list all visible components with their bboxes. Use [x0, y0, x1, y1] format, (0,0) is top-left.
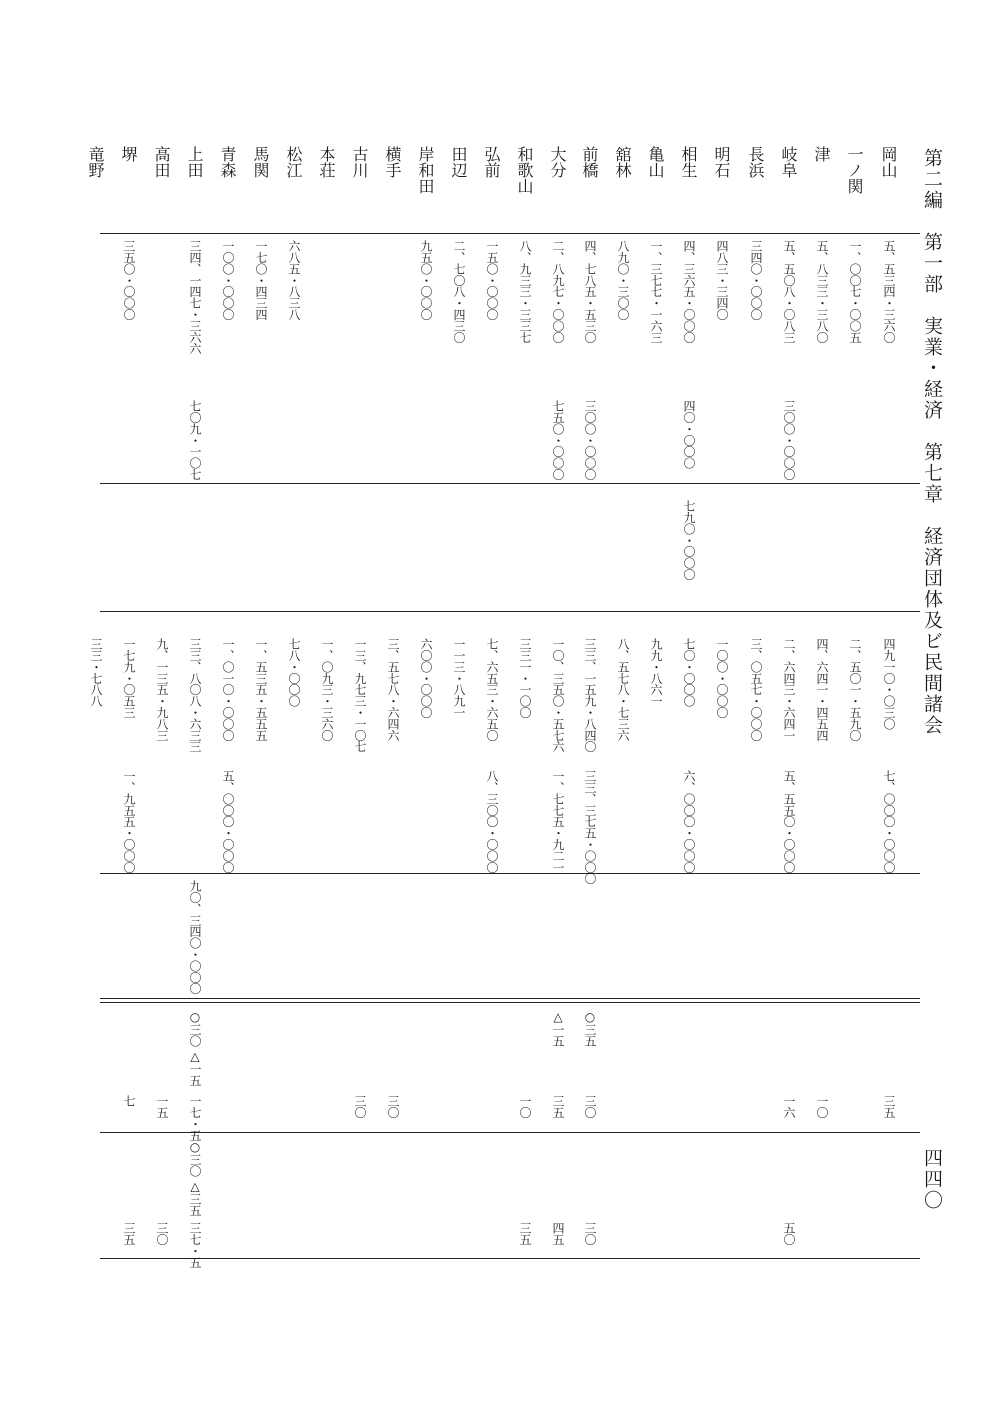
- row-c2-value: 七五〇・〇〇〇: [551, 400, 565, 480]
- row-c4-value: 一、五三五・五五五: [254, 638, 268, 741]
- divider-8: [100, 1258, 920, 1259]
- divider-2: [100, 483, 920, 484]
- row-c1-value: 二、八九七・〇〇〇: [551, 240, 565, 343]
- row-c1-value: 三五〇・〇〇〇: [122, 240, 136, 320]
- row-c1-value: 四八三・三四〇: [715, 240, 729, 320]
- row-c1-value: 九五〇・〇〇〇: [419, 240, 433, 320]
- row-c4-value: 二、六四三・六四一: [782, 638, 796, 741]
- row-c4-value: 三三一・一〇〇: [518, 638, 532, 718]
- row-r2-value: 三五: [882, 1095, 896, 1118]
- row-c5-value: 三三、三七五・〇〇〇: [583, 770, 597, 885]
- row-c1-value: 三四〇・〇〇〇: [749, 240, 763, 320]
- row-c1-value: 一五〇・〇〇〇: [485, 240, 499, 320]
- row-c1-value: 三四、一四七・三六六: [188, 240, 202, 355]
- divider-6: [100, 1002, 920, 1003]
- row-c2-value: 四〇・〇〇〇: [682, 400, 696, 469]
- row-r3-value: ○三〇 △三五: [188, 1140, 202, 1216]
- divider-5: [100, 998, 920, 999]
- row-name: 堺: [119, 146, 138, 162]
- row-r2-value: 一七・五: [188, 1095, 202, 1141]
- row-r4-value: 三五: [518, 1222, 532, 1245]
- row-c1-value: 五、五三四・三六〇: [882, 240, 896, 343]
- row-name: 前橋: [580, 146, 599, 178]
- row-r2-value: 三五: [551, 1095, 565, 1118]
- row-r4-value: 四五: [551, 1222, 565, 1245]
- row-c1-value: 六八五・八三八: [287, 240, 301, 320]
- row-name: 馬関: [251, 146, 270, 178]
- row-c5-value: 七、〇〇〇・〇〇〇: [882, 770, 896, 873]
- row-c4-value: 七八・〇〇〇: [287, 638, 301, 707]
- row-name: 上田: [185, 146, 204, 178]
- row-c1-value: 四、七八五・五三〇: [583, 240, 597, 343]
- row-c4-value: 三三、八〇八・六三三: [188, 638, 202, 753]
- divider-3: [100, 611, 920, 612]
- page-number: 四四〇: [921, 1148, 943, 1211]
- row-name: 弘前: [482, 146, 501, 178]
- row-c4-value: 四、六四一・四五四: [815, 638, 829, 741]
- row-name: 高田: [152, 146, 171, 178]
- row-c1-value: 一、三七七・一六三: [649, 240, 663, 343]
- row-c4-value: 三三、一五九・八四〇: [583, 638, 597, 753]
- row-c4-value: 一、〇一〇・〇〇〇: [221, 638, 235, 741]
- row-name: 古川: [350, 146, 369, 178]
- row-r1-value: △一五: [551, 1010, 565, 1047]
- running-header: 第二編 第一部 実業・経済 第七章 経済団体及ビ民間諸会: [921, 148, 943, 736]
- row-c4-value: 三、五七八・六四六: [386, 638, 400, 741]
- row-c4-value: 九九・八六一: [649, 638, 663, 707]
- row-c2-value: 三〇〇・〇〇〇: [583, 400, 597, 480]
- row-r2-value: 七: [122, 1095, 136, 1107]
- row-c5-value: 一、九五五・〇〇〇: [122, 770, 136, 873]
- row-c4-value: 一三、九七三・一〇七: [353, 638, 367, 753]
- row-c5-value: 五、〇〇〇・〇〇〇: [221, 770, 235, 873]
- row-c5-value: 六、〇〇〇・〇〇〇: [682, 770, 696, 873]
- row-c2-value: 七〇九・一〇七: [188, 400, 202, 480]
- row-name: 青森: [218, 146, 237, 178]
- row-r2-value: 一〇: [815, 1095, 829, 1118]
- row-name: 本荘: [317, 146, 336, 178]
- row-r2-value: 一五: [155, 1095, 169, 1118]
- row-name: 岐阜: [779, 146, 798, 178]
- row-name: 松江: [284, 146, 303, 178]
- row-name: 亀山: [646, 146, 665, 178]
- row-c4-value: 六〇〇・〇〇〇: [419, 638, 433, 718]
- row-r2-value: 一六: [782, 1095, 796, 1118]
- row-r4-value: 五〇: [782, 1222, 796, 1245]
- row-c4-value: 一一三・八九一: [452, 638, 466, 718]
- row-name: 竜野: [86, 146, 105, 178]
- row-r4-value: 三〇: [155, 1222, 169, 1245]
- row-c4-value: 一、〇九三・三六〇: [320, 638, 334, 741]
- row-name: 長浜: [746, 146, 765, 178]
- row-c4-value: 一〇、三五〇・五七六: [551, 638, 565, 753]
- row-c4-value: 二、五〇一・五九〇: [848, 638, 862, 741]
- row-r2-value: 三〇: [386, 1095, 400, 1118]
- row-name: 明石: [712, 146, 731, 178]
- row-c5-value: 五、五五〇・〇〇〇: [782, 770, 796, 873]
- row-c5-value: 八、三〇〇・〇〇〇: [485, 770, 499, 873]
- row-c1-value: 一〇〇・〇〇〇: [221, 240, 235, 320]
- row-name: 岡山: [879, 146, 898, 178]
- row-c4-value: 一〇〇・〇〇〇: [715, 638, 729, 718]
- row-c4-value: 八、五七八・七三六: [616, 638, 630, 741]
- row-name: 和歌山: [515, 146, 534, 194]
- row-name: 岸和田: [416, 146, 435, 194]
- row-c4-value: 三、〇五七・〇〇〇: [749, 638, 763, 741]
- row-c1-value: 一、〇〇七・〇〇五: [848, 240, 862, 343]
- row-r2-value: 一〇: [518, 1095, 532, 1118]
- row-c2-value: 三〇〇・〇〇〇: [782, 400, 796, 480]
- row-c5-value: 一、七七五・九二一: [551, 770, 565, 873]
- row-r4-value: 三五: [122, 1222, 136, 1245]
- row-r4-value: 三七・五: [188, 1222, 202, 1268]
- row-c1-value: 八、九三三・三三七: [518, 240, 532, 343]
- row-c4-value: 七〇・〇〇〇: [682, 638, 696, 707]
- row-name: 一ノ関: [845, 146, 864, 194]
- row-c1-value: 二、七〇八・四三〇: [452, 240, 466, 343]
- divider-1: [100, 233, 920, 234]
- row-r1-value: ○三〇 △一五: [188, 1010, 202, 1086]
- row-name: 田辺: [449, 146, 468, 178]
- row-r2-value: 三〇: [353, 1095, 367, 1118]
- row-c1-value: 五、八三三・三八〇: [815, 240, 829, 343]
- divider-7: [100, 1132, 920, 1133]
- row-c4-value: 三三・七八八: [89, 638, 103, 707]
- row-r2-value: 三〇: [583, 1095, 597, 1118]
- row-r1-value: ○三五: [583, 1010, 597, 1047]
- row-c1-value: 四、三六五・〇〇〇: [682, 240, 696, 343]
- row-c4-value: 九、一三五・九八三: [155, 638, 169, 741]
- row-name: 津: [812, 146, 831, 162]
- row-name: 大分: [548, 146, 567, 178]
- row-c4-value: 一七九・〇五三: [122, 638, 136, 718]
- row-c6-value: 九〇、三四〇・〇〇〇: [188, 880, 202, 995]
- row-c4-value: 四九一〇・〇三〇: [882, 638, 896, 730]
- row-r4-value: 三〇: [583, 1222, 597, 1245]
- row-c4-value: 七、六五三・六五〇: [485, 638, 499, 741]
- row-c3-value: 七九〇・〇〇〇: [682, 500, 696, 580]
- row-c1-value: 一七〇・四三四: [254, 240, 268, 320]
- row-name: 舘林: [613, 146, 632, 178]
- row-c1-value: 五、五〇八・〇八三: [782, 240, 796, 343]
- divider-4: [100, 873, 920, 874]
- row-name: 相生: [679, 146, 698, 178]
- row-name: 横手: [383, 146, 402, 178]
- row-c1-value: 八九〇・三〇〇: [616, 240, 630, 320]
